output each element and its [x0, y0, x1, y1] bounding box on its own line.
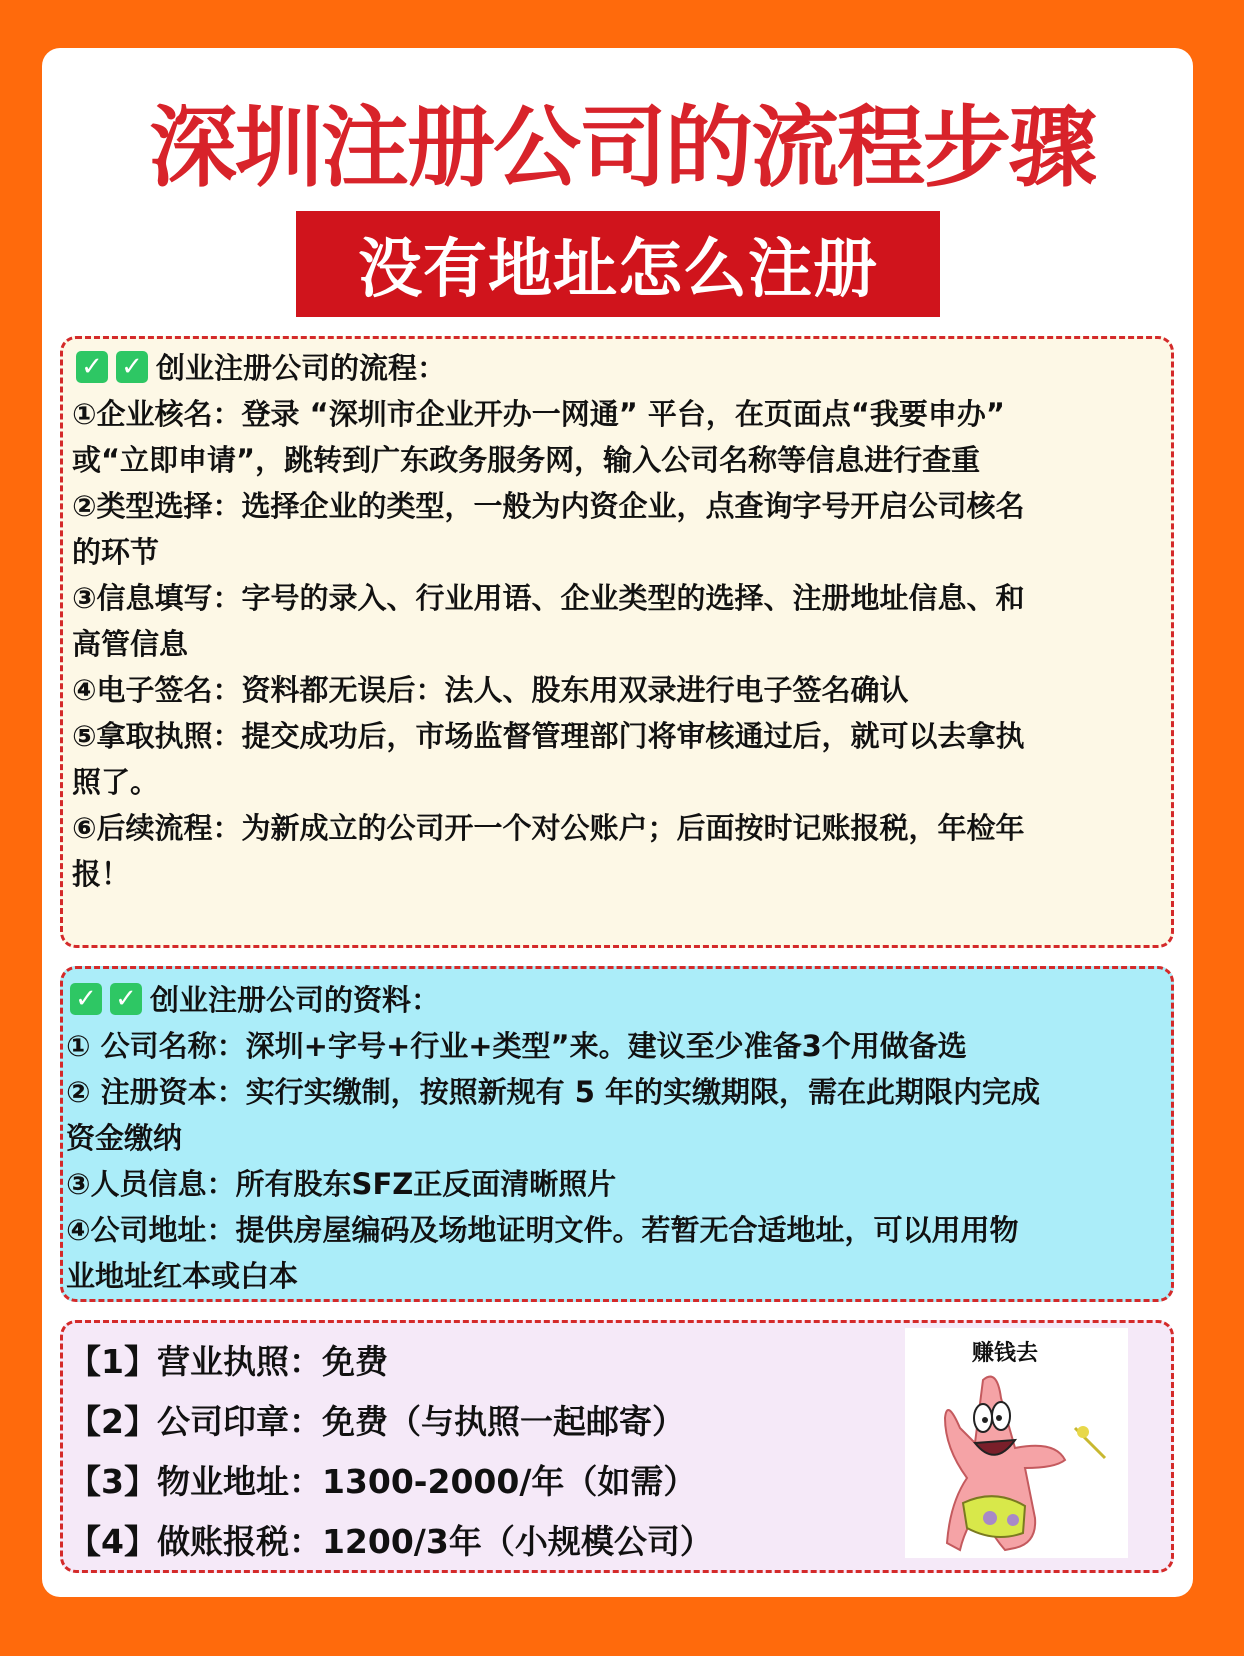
fee-item: 【3】物业地址：1300-2000/年（如需） [68, 1462, 697, 1501]
fee-item: 【2】公司印章：免费（与执照一起邮寄） [68, 1402, 685, 1441]
process-step-line: ①企业核名：登录 “深圳市企业开办一网通” 平台，在页面点“我要申办” [72, 397, 1005, 431]
material-line: ④公司地址：提供房屋编码及场地证明文件。若暂无合适地址，可以用用物 [66, 1213, 1019, 1247]
material-line: ① 公司名称：深圳+字号+行业+类型”来。建议至少准备3个用做备选 [66, 1029, 967, 1063]
process-step-line: 报！ [72, 857, 131, 891]
fee-item: 【4】做账报税：1200/3年（小规模公司） [68, 1522, 713, 1561]
process-step-line: 高管信息 [72, 627, 189, 661]
process-heading-text: 创业注册公司的流程： [156, 351, 447, 385]
material-line: ③人员信息：所有股东SFZ正反面清晰照片 [66, 1167, 617, 1201]
material-line: 资金缴纳 [66, 1121, 183, 1155]
check-icon: ✓ [116, 351, 148, 383]
process-step-line: 的环节 [72, 535, 160, 569]
check-icon: ✓ [76, 351, 108, 383]
process-step-line: ⑤拿取执照：提交成功后，市场监督管理部门将审核通过后，就可以去拿执 [72, 719, 1025, 753]
check-icon: ✓ [110, 983, 142, 1015]
process-step-line: ④电子签名：资料都无误后：法人、股东用双录进行电子签名确认 [72, 673, 909, 707]
material-line: ② 注册资本：实行实缴制，按照新规有 5 年的实缴期限，需在此期限内完成 [66, 1075, 1041, 1109]
sticker-label: 赚钱去 [971, 1341, 1038, 1366]
process-step-line: 或“立即申请”，跳转到广东政务服务网，输入公司名称等信息进行查重 [72, 443, 981, 477]
process-step-line: ③信息填写：字号的录入、行业用语、企业类型的选择、注册地址信息、和 [72, 581, 1025, 615]
materials-heading [70, 978, 440, 1019]
page-title: 深圳注册公司的流程步骤 [148, 96, 1095, 199]
materials-heading-text: 创业注册公司的资料： [150, 983, 441, 1017]
process-step-line: 照了。 [72, 765, 160, 799]
patrick-sticker [905, 1328, 1128, 1558]
material-line: 业地址红本或白本 [66, 1259, 299, 1293]
check-icon: ✓ [70, 983, 102, 1015]
process-heading [76, 346, 446, 387]
fee-item: 【1】营业执照：免费 [68, 1342, 388, 1381]
process-step-line: ⑥后续流程：为新成立的公司开一个对公账户；后面按时记账报税，年检年 [72, 811, 1025, 845]
process-step-line: ②类型选择：选择企业的类型，一般为内资企业，点查询字号开启公司核名 [72, 489, 1025, 523]
subtitle-banner: 没有地址怎么注册 [296, 211, 940, 317]
